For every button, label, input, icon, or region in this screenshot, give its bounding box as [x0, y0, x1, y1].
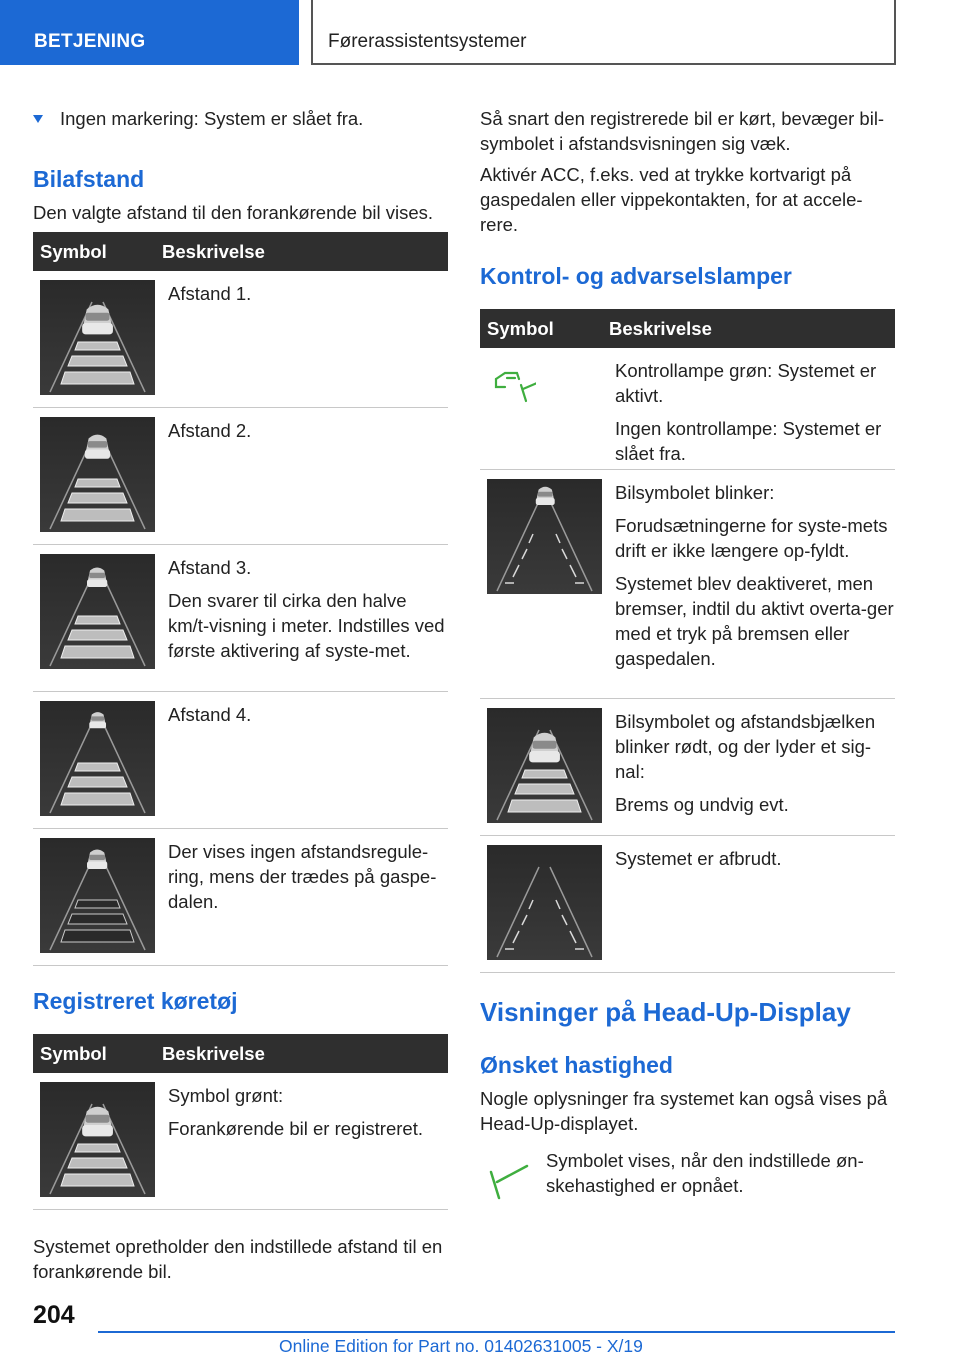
table-row — [33, 1073, 448, 1210]
hud-icon-text: Symbolet vises, når den indstillede øn-skehastighed er opnået. — [546, 1150, 864, 1196]
row-text: Bilsymbolet og afstandsbjælken blinker rødt, og der lyder et sig-nal: — [615, 710, 876, 782]
distance-2-image — [40, 417, 155, 532]
paragraph-2: Aktivér ACC, f.eks. ved at trykke kortvarigt på gaspedalen eller vippekontakten, for at accele-rere. — [480, 164, 863, 235]
row-text: Brems og undvig evt. — [615, 793, 789, 815]
col-desc-header: Beskrivelse — [162, 240, 265, 262]
registreret-table — [33, 1034, 448, 1210]
registreret-heading: Registreret køretøj — [33, 988, 238, 1014]
row-text: Systemet blev deaktiveret, men bremser, indtil du aktivt overta-ger med et tryk på bremsen eller gaspedalen. — [615, 572, 894, 669]
paragraph-1: Så snart den registrerede bil er kørt, bevæger bil-symbolet i afstandsvisningen sig væk. — [480, 108, 885, 154]
bullet-text: Ingen markering: System er slået fra. — [60, 108, 364, 129]
hud-subheading: Ønsket hastighed — [480, 1052, 673, 1078]
no-regulation-image — [40, 838, 155, 953]
header-chapter-tab — [311, 0, 896, 65]
bilafstand-heading: Bilafstand — [33, 166, 145, 192]
row-text: Afstand 3. — [168, 557, 252, 578]
triangle-bullet-icon — [33, 115, 43, 123]
system-interrupted-image — [487, 845, 602, 960]
row-text: Afstand 4. — [168, 704, 252, 725]
table-row — [33, 408, 448, 545]
row-text: Afstand 1. — [168, 283, 252, 304]
hud-heading: Visninger på Head-Up-Display — [480, 997, 851, 1027]
row-text: Afstand 2. — [168, 420, 252, 441]
edition-text: Online Edition for Part no. 01402631005 - X/19 — [279, 1336, 643, 1356]
car-symbol-flashing-image — [487, 479, 602, 594]
row-text: Symbol grønt: — [168, 1085, 284, 1106]
table-row — [33, 271, 448, 408]
distance-1-image — [40, 280, 155, 395]
kontrol-table — [480, 309, 895, 973]
table-row — [480, 469, 895, 698]
table-header-row — [33, 1034, 448, 1073]
table-row — [480, 698, 895, 835]
table-row — [33, 692, 448, 829]
acc-green-lamp-icon — [490, 363, 536, 403]
distance-3-image — [40, 554, 155, 669]
col-desc-header: Beskrivelse — [609, 317, 712, 339]
bilafstand-intro: Den valgte afstand til den forankørende bil vises. — [33, 202, 434, 223]
table-row — [480, 348, 895, 469]
row-text: Den svarer til cirka den halve km/t-visning i meter. Indstilles ved første aktivering af syste-met. — [168, 590, 445, 661]
col-symbol-header: Symbol — [487, 317, 554, 339]
car-red-warning-image — [487, 708, 602, 823]
header-section-tab — [0, 0, 299, 65]
row-text: Systemet er afbrudt. — [615, 847, 782, 869]
col-symbol-header: Symbol — [40, 1042, 107, 1064]
vehicle-detected-image — [40, 1082, 155, 1197]
col-symbol-header: Symbol — [40, 240, 107, 262]
hud-intro: Nogle oplysninger fra systemet kan også vises på Head-Up-displayet. — [480, 1088, 888, 1134]
bilafstand-table — [33, 232, 448, 966]
table-header-row — [480, 309, 895, 348]
bullet-line — [33, 106, 448, 131]
table-row — [33, 829, 448, 966]
closing-paragraph: Systemet opretholder den indstillede afstand til en forankørende bil. — [33, 1236, 443, 1282]
row-text: Forudsætningerne for syste-mets drift er ikke længere op-fyldt. — [615, 514, 888, 561]
row-text: Forankørende bil er registreret. — [168, 1118, 423, 1139]
header-section-label: BETJENING — [34, 31, 146, 52]
speed-reached-icon — [483, 1154, 531, 1202]
table-header-row — [33, 232, 448, 271]
footer-divider — [98, 1331, 895, 1333]
table-row — [33, 545, 448, 692]
row-text: Der vises ingen afstandsregule-ring, mens der trædes på gaspe-dalen. — [168, 841, 437, 912]
row-text: Kontrollampe grøn: Systemet er aktivt. — [615, 360, 877, 406]
kontrol-heading: Kontrol- og advarselslamper — [480, 263, 792, 289]
page-number: 204 — [33, 1301, 75, 1329]
row-text: Ingen kontrollampe: Systemet er slået fra. — [615, 418, 882, 464]
table-row — [480, 835, 895, 972]
distance-4-image — [40, 701, 155, 816]
header-chapter-label: Førerassistentsystemer — [328, 31, 527, 52]
row-text: Bilsymbolet blinker: — [615, 481, 775, 503]
col-desc-header: Beskrivelse — [162, 1042, 265, 1064]
